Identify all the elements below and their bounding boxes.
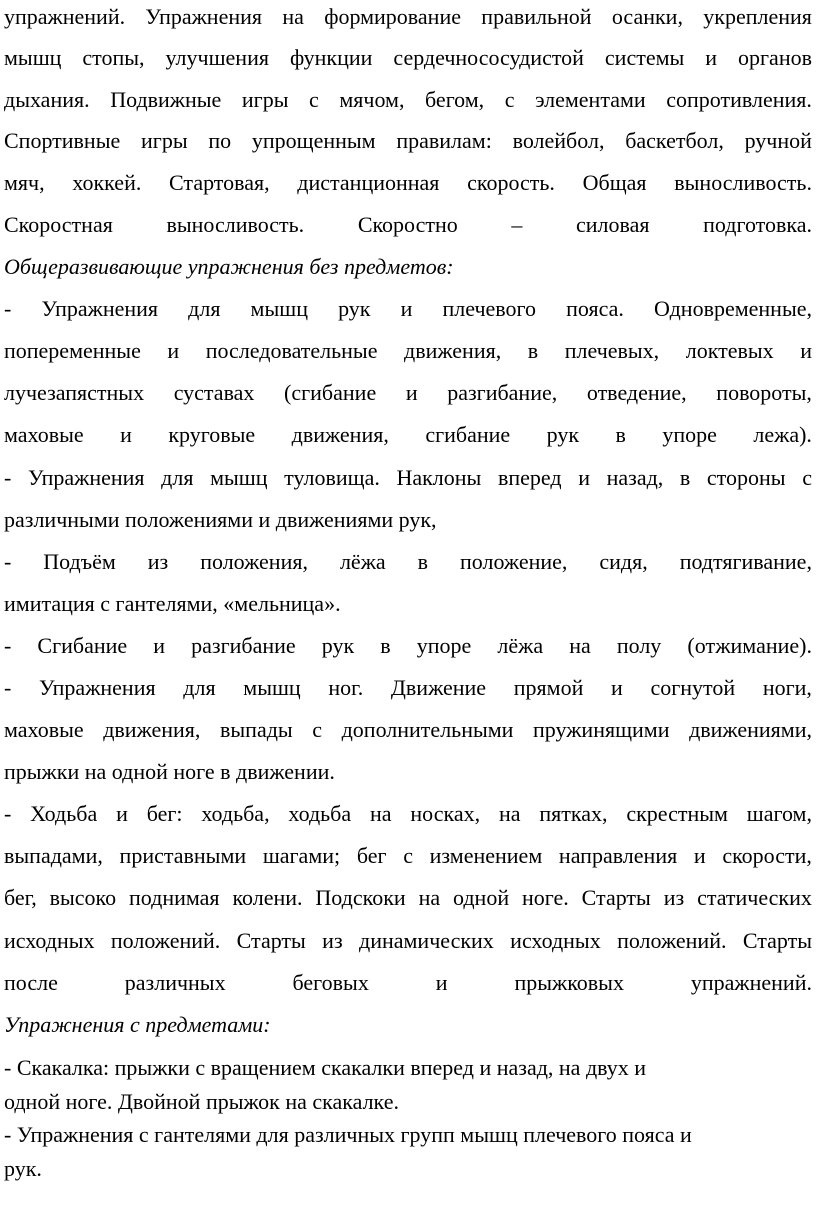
paragraph-line (4, 719, 812, 741)
word: Подскоки (315, 885, 406, 910)
paragraph-line (4, 972, 812, 994)
word: Сгибание (37, 633, 128, 658)
word: прыжковых (514, 970, 624, 995)
word: и (705, 45, 718, 70)
word: из (147, 549, 169, 574)
word: согнутой (650, 675, 736, 700)
word: отведение, (586, 380, 687, 405)
word: скорости, (722, 843, 812, 868)
word: и (400, 296, 413, 321)
word: полу (616, 633, 662, 658)
word: пояса. (566, 296, 624, 321)
section-heading: Упражнения с предметами: (4, 1012, 271, 1037)
word: приставными (119, 843, 247, 868)
word: локтевых (685, 338, 774, 363)
word: движения, (404, 338, 502, 363)
word: - (4, 801, 12, 826)
word: мышц (250, 296, 308, 321)
paragraph-line: имитация с гантелями, «мельница». (4, 591, 341, 616)
word: игры (141, 128, 188, 153)
word: лёжа (339, 549, 386, 574)
word: исходных (4, 928, 95, 953)
word: скорость. (467, 170, 555, 195)
word: - (4, 675, 12, 700)
word: движения, (291, 422, 389, 447)
word: ручной (744, 128, 812, 153)
word: положений. (110, 928, 221, 953)
word: ног. (328, 675, 364, 700)
paragraph-line: - Скакалка: прыжки с вращением скакалки вперед и назад, на двух и (4, 1055, 647, 1080)
word: улучшения (165, 45, 269, 70)
word: в (380, 633, 391, 658)
word: органов (738, 45, 812, 70)
word: баскетбол, (625, 128, 724, 153)
word: формирование (324, 4, 461, 29)
word: положения, (200, 549, 308, 574)
paragraph-line: - Упражнения с гантелями для различных групп мышц плечевого пояса и (4, 1122, 692, 1147)
word: Скоростно (357, 212, 458, 237)
word: рук (546, 422, 580, 447)
word: системы (604, 45, 685, 70)
word: выносливость. (166, 212, 305, 237)
word: и (153, 633, 166, 658)
word: после (4, 970, 58, 995)
word: ноге. (522, 885, 569, 910)
word: Скоростная (4, 212, 113, 237)
word: подтягивание, (679, 549, 812, 574)
word: положений. (617, 928, 727, 953)
word: пятках, (539, 801, 608, 826)
word: лежа). (753, 422, 812, 447)
word: упражнений. (4, 4, 126, 29)
word: Старты (581, 885, 651, 910)
word: для (188, 296, 221, 321)
word: (сгибание (284, 380, 377, 405)
word: упрощенным (251, 128, 376, 153)
word: в (679, 465, 691, 490)
word: Наклоны (396, 465, 482, 490)
word: на (418, 885, 441, 910)
word: бег (356, 843, 387, 868)
word: положение, (460, 549, 568, 574)
paragraph-line (4, 340, 812, 362)
word: на (282, 4, 304, 29)
word: выпадами, (4, 843, 103, 868)
word: – (511, 212, 523, 237)
word: упоре (662, 422, 717, 447)
paragraph-line (4, 635, 812, 657)
word: и (693, 843, 706, 868)
word: разгибание, (447, 380, 558, 405)
paragraph-line (4, 677, 812, 699)
word: с (802, 465, 812, 490)
word: сидя, (599, 549, 648, 574)
word: укрепления (703, 4, 812, 29)
word: с (309, 87, 319, 112)
word: дыхания. (4, 87, 90, 112)
word: правильной (481, 4, 592, 29)
word: сопротивления. (666, 87, 812, 112)
word: силовая (576, 212, 650, 237)
word: элементами (535, 87, 646, 112)
word: и (116, 801, 128, 826)
word: Старты (742, 928, 812, 953)
word: мяч, (4, 170, 45, 195)
paragraph-line (4, 424, 812, 446)
word: маховые (4, 422, 84, 447)
word: и (405, 380, 418, 405)
word: мячом, (339, 87, 405, 112)
word: движения, (103, 717, 201, 742)
word: - (4, 465, 12, 490)
word: осанки, (611, 4, 683, 29)
paragraph-line (4, 172, 812, 194)
word: Движение (390, 675, 487, 700)
word: пружинящими (533, 717, 670, 742)
word: Упражнения (39, 675, 156, 700)
word: из (322, 928, 343, 953)
word: и (578, 465, 590, 490)
word: дистанционная (297, 170, 440, 195)
word: с (403, 843, 413, 868)
word: - (4, 549, 12, 574)
word: подготовка. (703, 212, 812, 237)
word: и (611, 675, 623, 700)
word: - (4, 633, 12, 658)
paragraph-line (4, 130, 812, 152)
word: шагом, (746, 801, 812, 826)
word: мышц (210, 465, 268, 490)
word: динамических (359, 928, 494, 953)
word: последовательные (205, 338, 378, 363)
paragraph-line (4, 803, 812, 825)
word: правилам: (396, 128, 492, 153)
paragraph-line: различными положениями и движениями рук, (4, 507, 437, 532)
word: стороны (706, 465, 786, 490)
word: Одновременные, (654, 296, 812, 321)
word: беговых (292, 970, 369, 995)
paragraph-line (4, 382, 812, 404)
word: для (161, 465, 194, 490)
word: упоре (416, 633, 472, 658)
word: Общая (582, 170, 647, 195)
word: изменением (429, 843, 543, 868)
word: Подвижные (110, 87, 222, 112)
word: шагами; (262, 843, 341, 868)
paragraph-line: прыжки на одной ноге в движении. (4, 759, 335, 784)
word: на (498, 801, 521, 826)
word: и (435, 970, 448, 995)
word: круговые (168, 422, 256, 447)
word: колени. (232, 885, 303, 910)
word: носках, (410, 801, 481, 826)
word: бегом, (425, 87, 485, 112)
word: высоко (49, 885, 117, 910)
word: Упражнения (41, 296, 159, 321)
word: стопы, (82, 45, 145, 70)
word: игры (241, 87, 289, 112)
paragraph-line (4, 845, 812, 867)
word: в (527, 338, 539, 363)
word: Стартовая, (169, 170, 270, 195)
word: хоккей. (72, 170, 142, 195)
word: статических (697, 885, 812, 910)
word: Старты (236, 928, 306, 953)
word: плечевого (442, 296, 536, 321)
word: исходных (510, 928, 601, 953)
word: Упражнения (27, 465, 145, 490)
word: с (312, 717, 323, 742)
word: сгибание (425, 422, 511, 447)
word: - (4, 296, 12, 321)
word: с (504, 87, 515, 112)
word: для (183, 675, 216, 700)
word: в (417, 549, 429, 574)
paragraph-line (4, 551, 812, 573)
word: лёжа (497, 633, 544, 658)
word: попеременные (4, 338, 141, 363)
word: упражнений. (690, 970, 812, 995)
word: одной (453, 885, 510, 910)
paragraph-line (4, 6, 812, 28)
paragraph-line (4, 214, 812, 236)
word: разгибание (191, 633, 296, 658)
paragraph-line: одной ноге. Двойной прыжок на скакалке. (4, 1089, 399, 1114)
word: туловища. (284, 465, 380, 490)
word: различных (124, 970, 226, 995)
word: дополнительными (341, 717, 514, 742)
word: волейбол, (512, 128, 605, 153)
word: на (569, 633, 591, 658)
word: рук (338, 296, 371, 321)
word: ноги, (762, 675, 812, 700)
word: на (369, 801, 392, 826)
word: скрестным (626, 801, 728, 826)
paragraph-line (4, 887, 812, 909)
word: ходьба, (201, 801, 270, 826)
word: (отжимание). (687, 633, 812, 658)
section-heading: Общеразвивающие упражнения без предметов: (4, 254, 454, 279)
paragraph-line: рук. (4, 1156, 42, 1181)
word: движениями, (689, 717, 812, 742)
word: в (615, 422, 626, 447)
word: Ходьба (30, 801, 98, 826)
word: прямой (513, 675, 584, 700)
paragraph-line (4, 298, 812, 320)
word: мышц (4, 45, 62, 70)
paragraph-line (4, 930, 812, 952)
word: и (120, 422, 132, 447)
word: мышц (243, 675, 301, 700)
word: Упражнения (145, 4, 263, 29)
paragraph-line (4, 89, 812, 111)
word: маховые (4, 717, 84, 742)
word: назад, (606, 465, 664, 490)
word: бег: (146, 801, 183, 826)
word: по (208, 128, 232, 153)
paragraph-line (4, 467, 812, 489)
word: лучезапястных (4, 380, 145, 405)
word: ходьба (288, 801, 352, 826)
word: и (167, 338, 180, 363)
word: выпады (220, 717, 293, 742)
word: бег, (4, 885, 37, 910)
word: Подъём (43, 549, 116, 574)
word: функции (289, 45, 373, 70)
word: повороты, (716, 380, 812, 405)
word: направления (558, 843, 678, 868)
word: плечевых, (564, 338, 660, 363)
word: сердечнососудистой (393, 45, 584, 70)
word: поднимая (129, 885, 220, 910)
word: и (800, 338, 812, 363)
word: рук (321, 633, 355, 658)
word: вперед (497, 465, 562, 490)
word: суставах (173, 380, 255, 405)
paragraph-line (4, 47, 812, 69)
word: выносливость. (674, 170, 812, 195)
word: Спортивные (4, 128, 121, 153)
word: из (663, 885, 685, 910)
